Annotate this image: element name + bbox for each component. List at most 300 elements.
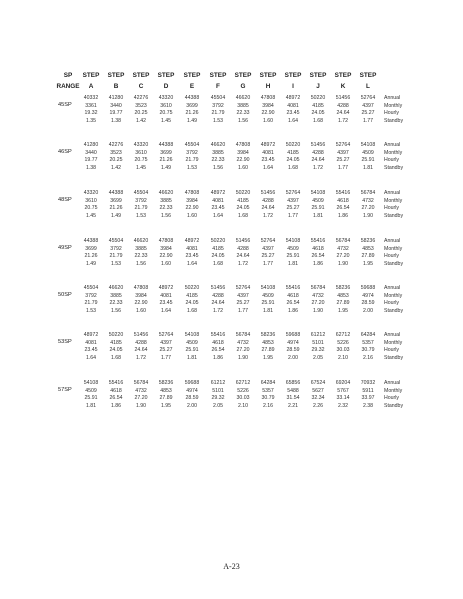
table-cell: 30.03 bbox=[236, 395, 250, 402]
table-cell: 2.32 bbox=[337, 402, 349, 409]
table-cell: 21.26 bbox=[109, 205, 123, 212]
table-cell: 54108 bbox=[260, 285, 276, 291]
table-cell: 1.49 bbox=[85, 260, 97, 267]
table-cell: 1.95 bbox=[160, 402, 172, 409]
table-cell: 4853 bbox=[160, 387, 172, 394]
table-cell: 25.27 bbox=[159, 347, 173, 354]
table-cell: 1.60 bbox=[160, 260, 172, 267]
table-cell: 26.54 bbox=[286, 300, 300, 307]
table-cell: 27.89 bbox=[361, 253, 375, 260]
table-cell: 59688 bbox=[184, 380, 200, 386]
table-cell: 4397 bbox=[337, 149, 349, 156]
table-cell: 3792 bbox=[110, 245, 122, 252]
table-cell: 3792 bbox=[212, 102, 224, 109]
table-cell: 3699 bbox=[160, 149, 172, 156]
table-cell: 4732 bbox=[337, 245, 349, 252]
table-cell: 21.26 bbox=[159, 157, 173, 164]
table-cell: 4974 bbox=[186, 387, 198, 394]
table-cell: 5226 bbox=[237, 387, 249, 394]
table-cell: 4397 bbox=[237, 292, 249, 299]
table-cell: 23.45 bbox=[185, 253, 199, 260]
table-cell: 55416 bbox=[310, 238, 326, 244]
header-step-letter: H bbox=[265, 83, 271, 90]
table-cell: 30.03 bbox=[336, 347, 350, 354]
table-cell: 58236 bbox=[260, 332, 276, 338]
table-cell: 1.68 bbox=[212, 260, 224, 267]
table-cell: 54108 bbox=[285, 238, 301, 244]
table-cell: 4853 bbox=[262, 339, 274, 346]
header-step-letter: A bbox=[88, 83, 94, 90]
table-cell: 24.64 bbox=[311, 157, 325, 164]
header-step: STEP bbox=[259, 72, 277, 79]
row-type-label: Hourly bbox=[384, 253, 399, 260]
table-cell: 25.91 bbox=[361, 157, 375, 164]
table-cell: 5488 bbox=[287, 387, 299, 394]
table-cell: 25.27 bbox=[361, 110, 375, 117]
header-step-letter: L bbox=[366, 83, 370, 90]
table-cell: 29.32 bbox=[211, 395, 225, 402]
table-cell: 4509 bbox=[262, 292, 274, 299]
table-cell: 58236 bbox=[158, 380, 174, 386]
row-type-label: Standby bbox=[384, 354, 404, 361]
row-type-label: Monthly bbox=[384, 339, 403, 346]
table-cell: 4853 bbox=[337, 292, 349, 299]
table-cell: 61212 bbox=[210, 380, 226, 386]
table-cell: 27.89 bbox=[159, 395, 173, 402]
table-cell: 58236 bbox=[335, 285, 351, 291]
table-cell: 70932 bbox=[360, 380, 376, 386]
table-cell: 27.20 bbox=[311, 300, 325, 307]
table-cell: 44388 bbox=[158, 142, 174, 148]
row-type-label: Hourly bbox=[384, 205, 399, 212]
table-cell: 5226 bbox=[337, 339, 349, 346]
table-cell: 51456 bbox=[210, 285, 226, 291]
table-cell: 22.33 bbox=[211, 157, 225, 164]
table-cell: 1.72 bbox=[312, 164, 324, 171]
table-cell: 4081 bbox=[287, 102, 299, 109]
table-cell: 56784 bbox=[335, 238, 351, 244]
table-cell: 26.54 bbox=[109, 395, 123, 402]
row-type-label: Monthly bbox=[384, 292, 403, 299]
table-cell: 23.45 bbox=[84, 347, 98, 354]
table-cell: 4732 bbox=[237, 339, 249, 346]
table-cell: 5101 bbox=[312, 339, 324, 346]
table-cell: 4509 bbox=[85, 387, 97, 394]
sp-range-label: 49SP bbox=[58, 245, 72, 252]
table-cell: 2.21 bbox=[287, 402, 299, 409]
table-cell: 4509 bbox=[362, 149, 374, 156]
table-cell: 20.75 bbox=[134, 157, 148, 164]
header-step: STEP bbox=[334, 72, 352, 79]
table-cell: 20.75 bbox=[84, 205, 98, 212]
table-cell: 1.60 bbox=[186, 212, 198, 219]
table-cell: 45504 bbox=[83, 285, 99, 291]
table-cell: 21.79 bbox=[84, 300, 98, 307]
table-cell: 47808 bbox=[158, 238, 174, 244]
table-cell: 5357 bbox=[262, 387, 274, 394]
table-cell: 50220 bbox=[310, 95, 326, 101]
table-cell: 1.86 bbox=[110, 402, 122, 409]
table-cell: 5627 bbox=[312, 387, 324, 394]
table-cell: 50220 bbox=[285, 142, 301, 148]
table-cell: 54108 bbox=[83, 380, 99, 386]
table-cell: 24.64 bbox=[261, 205, 275, 212]
table-cell: 1.86 bbox=[337, 212, 349, 219]
table-cell: 56784 bbox=[235, 332, 251, 338]
table-cell: 1.77 bbox=[237, 307, 249, 314]
table-cell: 55416 bbox=[335, 190, 351, 196]
table-cell: 1.77 bbox=[337, 164, 349, 171]
table-cell: 24.05 bbox=[236, 205, 250, 212]
table-cell: 1.72 bbox=[337, 117, 349, 124]
table-cell: 51456 bbox=[335, 95, 351, 101]
header-step: STEP bbox=[82, 72, 100, 79]
row-type-label: Hourly bbox=[384, 110, 399, 117]
row-type-label: Standby bbox=[384, 117, 404, 124]
table-cell: 5101 bbox=[212, 387, 224, 394]
table-cell: 22.90 bbox=[185, 205, 199, 212]
table-cell: 4732 bbox=[312, 292, 324, 299]
table-cell: 20.25 bbox=[109, 157, 123, 164]
table-cell: 30.79 bbox=[261, 395, 275, 402]
table-cell: 1.77 bbox=[160, 354, 172, 361]
row-type-label: Standby bbox=[384, 212, 404, 219]
table-cell: 52764 bbox=[335, 142, 351, 148]
table-cell: 1.49 bbox=[110, 212, 122, 219]
table-cell: 51456 bbox=[260, 190, 276, 196]
table-cell: 25.27 bbox=[286, 205, 300, 212]
table-cell: 21.79 bbox=[211, 110, 225, 117]
table-cell: 52764 bbox=[285, 190, 301, 196]
row-type-label: Hourly bbox=[384, 300, 399, 307]
table-cell: 1.72 bbox=[237, 260, 249, 267]
table-cell: 4853 bbox=[362, 245, 374, 252]
table-cell: 26.54 bbox=[336, 205, 350, 212]
table-cell: 3984 bbox=[135, 292, 147, 299]
table-cell: 4618 bbox=[312, 245, 324, 252]
table-cell: 22.33 bbox=[236, 110, 250, 117]
header-step: STEP bbox=[209, 72, 227, 79]
row-type-label: Annual bbox=[384, 190, 401, 196]
table-cell: 1.90 bbox=[362, 212, 374, 219]
row-type-label: Monthly bbox=[384, 245, 403, 252]
row-type-label: Monthly bbox=[384, 197, 403, 204]
table-cell: 69204 bbox=[335, 380, 351, 386]
row-type-label: Monthly bbox=[384, 149, 403, 156]
table-cell: 1.64 bbox=[212, 212, 224, 219]
table-cell: 22.33 bbox=[109, 300, 123, 307]
header-step-letter: C bbox=[138, 83, 144, 90]
table-cell: 5911 bbox=[362, 387, 374, 394]
header-step: STEP bbox=[132, 72, 150, 79]
table-cell: 1.56 bbox=[135, 260, 147, 267]
table-cell: 24.64 bbox=[236, 253, 250, 260]
row-type-label: Annual bbox=[384, 95, 401, 101]
table-cell: 1.64 bbox=[287, 117, 299, 124]
table-cell: 1.68 bbox=[110, 354, 122, 361]
table-cell: 2.05 bbox=[212, 402, 224, 409]
table-cell: 21.79 bbox=[134, 205, 148, 212]
table-cell: 2.00 bbox=[287, 354, 299, 361]
table-cell: 52764 bbox=[235, 285, 251, 291]
table-cell: 1.77 bbox=[287, 212, 299, 219]
table-cell: 61212 bbox=[310, 332, 326, 338]
table-cell: 1.95 bbox=[262, 354, 274, 361]
table-cell: 1.64 bbox=[262, 164, 274, 171]
table-cell: 3523 bbox=[110, 149, 122, 156]
table-cell: 25.27 bbox=[261, 253, 275, 260]
table-cell: 62712 bbox=[335, 332, 351, 338]
table-cell: 31.54 bbox=[286, 395, 300, 402]
table-cell: 54108 bbox=[310, 190, 326, 196]
table-cell: 4185 bbox=[237, 197, 249, 204]
table-cell: 1.35 bbox=[85, 117, 97, 124]
table-cell: 5357 bbox=[362, 339, 374, 346]
table-cell: 24.64 bbox=[336, 110, 350, 117]
table-cell: 3699 bbox=[110, 197, 122, 204]
table-cell: 22.33 bbox=[134, 253, 148, 260]
table-cell: 24.05 bbox=[211, 253, 225, 260]
table-cell: 23.45 bbox=[261, 157, 275, 164]
table-cell: 1.95 bbox=[362, 260, 374, 267]
table-cell: 1.90 bbox=[312, 307, 324, 314]
table-cell: 27.20 bbox=[236, 347, 250, 354]
table-cell: 22.90 bbox=[134, 300, 148, 307]
table-cell: 3610 bbox=[160, 102, 172, 109]
table-cell: 55416 bbox=[108, 380, 124, 386]
page-number: A-23 bbox=[223, 562, 240, 571]
table-cell: 1.42 bbox=[135, 117, 147, 124]
table-cell: 3610 bbox=[135, 149, 147, 156]
header-step: STEP bbox=[234, 72, 252, 79]
table-cell: 1.49 bbox=[160, 164, 172, 171]
table-cell: 4288 bbox=[312, 149, 324, 156]
table-cell: 1.45 bbox=[135, 164, 147, 171]
table-cell: 47808 bbox=[235, 142, 251, 148]
table-cell: 1.53 bbox=[212, 117, 224, 124]
row-type-label: Hourly bbox=[384, 347, 399, 354]
table-cell: 2.16 bbox=[362, 354, 374, 361]
table-cell: 2.16 bbox=[262, 402, 274, 409]
table-cell: 26.54 bbox=[311, 253, 325, 260]
table-cell: 1.86 bbox=[212, 354, 224, 361]
table-cell: 50220 bbox=[108, 332, 124, 338]
table-cell: 56784 bbox=[133, 380, 149, 386]
table-cell: 3610 bbox=[85, 197, 97, 204]
table-cell: 3792 bbox=[186, 149, 198, 156]
table-cell: 4618 bbox=[287, 292, 299, 299]
table-cell: 19.77 bbox=[84, 157, 98, 164]
table-cell: 52764 bbox=[360, 95, 376, 101]
table-cell: 4081 bbox=[212, 197, 224, 204]
table-cell: 4974 bbox=[362, 292, 374, 299]
table-cell: 25.91 bbox=[84, 395, 98, 402]
table-cell: 41280 bbox=[108, 95, 124, 101]
table-cell: 1.81 bbox=[186, 354, 198, 361]
table-cell: 1.81 bbox=[85, 402, 97, 409]
table-cell: 50220 bbox=[235, 190, 251, 196]
table-cell: 59688 bbox=[360, 285, 376, 291]
table-cell: 62712 bbox=[235, 380, 251, 386]
table-cell: 22.90 bbox=[261, 110, 275, 117]
header-range: RANGE bbox=[56, 83, 80, 90]
table-cell: 3699 bbox=[85, 245, 97, 252]
table-cell: 1.42 bbox=[110, 164, 122, 171]
table-cell: 21.79 bbox=[109, 253, 123, 260]
table-cell: 23.45 bbox=[159, 300, 173, 307]
table-cell: 25.91 bbox=[261, 300, 275, 307]
table-cell: 50220 bbox=[184, 285, 200, 291]
table-cell: 1.53 bbox=[186, 164, 198, 171]
row-type-label: Standby bbox=[384, 307, 404, 314]
table-cell: 33.14 bbox=[336, 395, 350, 402]
table-cell: 1.56 bbox=[212, 164, 224, 171]
sp-range-label: 53SP bbox=[58, 339, 72, 346]
sp-range-label: 50SP bbox=[58, 292, 72, 299]
table-cell: 2.00 bbox=[186, 402, 198, 409]
header-step: STEP bbox=[359, 72, 377, 79]
table-cell: 1.81 bbox=[262, 307, 274, 314]
table-cell: 4974 bbox=[287, 339, 299, 346]
table-cell: 51456 bbox=[235, 238, 251, 244]
table-cell: 25.91 bbox=[286, 253, 300, 260]
table-cell: 24.05 bbox=[185, 300, 199, 307]
table-cell: 54108 bbox=[184, 332, 200, 338]
header-step-letter: K bbox=[340, 83, 346, 90]
table-cell: 42276 bbox=[133, 95, 149, 101]
table-cell: 48972 bbox=[83, 332, 99, 338]
table-cell: 25.91 bbox=[311, 205, 325, 212]
table-cell: 48972 bbox=[184, 238, 200, 244]
header-step: STEP bbox=[284, 72, 302, 79]
table-cell: 43320 bbox=[158, 95, 174, 101]
row-type-label: Monthly bbox=[384, 102, 403, 109]
table-cell: 4288 bbox=[135, 339, 147, 346]
table-cell: 4185 bbox=[312, 102, 324, 109]
table-cell: 1.53 bbox=[110, 260, 122, 267]
table-cell: 25.27 bbox=[336, 157, 350, 164]
table-cell: 3984 bbox=[160, 245, 172, 252]
row-type-label: Hourly bbox=[384, 395, 399, 402]
table-cell: 4288 bbox=[337, 102, 349, 109]
table-cell: 3885 bbox=[135, 245, 147, 252]
table-cell: 52764 bbox=[158, 332, 174, 338]
table-cell: 47808 bbox=[133, 285, 149, 291]
table-cell: 1.77 bbox=[362, 117, 374, 124]
table-cell: 59688 bbox=[285, 332, 301, 338]
table-cell: 43320 bbox=[133, 142, 149, 148]
table-cell: 4397 bbox=[362, 102, 374, 109]
table-cell: 3361 bbox=[85, 102, 97, 109]
row-type-label: Annual bbox=[384, 285, 401, 291]
table-cell: 2.38 bbox=[362, 402, 374, 409]
table-cell: 4081 bbox=[186, 245, 198, 252]
row-type-label: Standby bbox=[384, 402, 404, 409]
table-cell: 28.59 bbox=[361, 300, 375, 307]
table-cell: 46620 bbox=[108, 285, 124, 291]
table-cell: 1.72 bbox=[212, 307, 224, 314]
table-cell: 28.59 bbox=[286, 347, 300, 354]
table-cell: 2.00 bbox=[362, 307, 374, 314]
table-cell: 51456 bbox=[310, 142, 326, 148]
table-cell: 3885 bbox=[110, 292, 122, 299]
table-cell: 45504 bbox=[133, 190, 149, 196]
table-cell: 22.33 bbox=[159, 205, 173, 212]
table-cell: 23.45 bbox=[286, 110, 300, 117]
table-cell: 1.90 bbox=[237, 354, 249, 361]
table-cell: 58236 bbox=[360, 238, 376, 244]
table-cell: 4288 bbox=[212, 292, 224, 299]
table-cell: 1.64 bbox=[160, 307, 172, 314]
table-cell: 4081 bbox=[160, 292, 172, 299]
header-step: STEP bbox=[309, 72, 327, 79]
table-cell: 45504 bbox=[184, 142, 200, 148]
table-cell: 4509 bbox=[186, 339, 198, 346]
table-cell: 2.26 bbox=[312, 402, 324, 409]
table-cell: 1.81 bbox=[312, 212, 324, 219]
table-cell: 48972 bbox=[260, 142, 276, 148]
table-cell: 47808 bbox=[184, 190, 200, 196]
table-cell: 44388 bbox=[108, 190, 124, 196]
table-cell: 20.25 bbox=[134, 110, 148, 117]
table-cell: 4397 bbox=[262, 245, 274, 252]
table-cell: 4618 bbox=[212, 339, 224, 346]
table-cell: 3440 bbox=[85, 149, 97, 156]
table-cell: 50220 bbox=[210, 238, 226, 244]
table-cell: 4618 bbox=[337, 197, 349, 204]
table-cell: 46620 bbox=[235, 95, 251, 101]
table-cell: 1.95 bbox=[337, 307, 349, 314]
table-cell: 32.34 bbox=[311, 395, 325, 402]
header-sp: SP bbox=[63, 72, 73, 79]
table-cell: 29.32 bbox=[311, 347, 325, 354]
table-cell: 23.45 bbox=[211, 205, 225, 212]
header-step-letter: D bbox=[163, 83, 169, 90]
table-cell: 22.90 bbox=[236, 157, 250, 164]
table-cell: 67524 bbox=[310, 380, 326, 386]
table-cell: 1.60 bbox=[135, 307, 147, 314]
table-cell: 1.53 bbox=[135, 212, 147, 219]
table-cell: 3984 bbox=[262, 102, 274, 109]
table-cell: 1.86 bbox=[287, 307, 299, 314]
table-cell: 1.86 bbox=[312, 260, 324, 267]
table-cell: 4397 bbox=[287, 197, 299, 204]
table-cell: 21.26 bbox=[185, 110, 199, 117]
table-cell: 3885 bbox=[160, 197, 172, 204]
table-cell: 1.77 bbox=[262, 260, 274, 267]
table-cell: 19.77 bbox=[109, 110, 123, 117]
table-cell: 1.56 bbox=[110, 307, 122, 314]
row-type-label: Standby bbox=[384, 164, 404, 171]
row-type-label: Annual bbox=[384, 142, 401, 148]
header-step-letter: E bbox=[189, 83, 195, 90]
table-cell: 2.10 bbox=[237, 402, 249, 409]
table-cell: 55416 bbox=[210, 332, 226, 338]
row-type-label: Annual bbox=[384, 332, 401, 338]
table-cell: 4185 bbox=[287, 149, 299, 156]
header-step-letter: I bbox=[292, 83, 294, 90]
table-cell: 24.05 bbox=[286, 157, 300, 164]
table-cell: 1.90 bbox=[135, 402, 147, 409]
header-step-letter: B bbox=[113, 83, 119, 90]
table-cell: 21.79 bbox=[185, 157, 199, 164]
table-cell: 65856 bbox=[285, 380, 301, 386]
table-cell: 64284 bbox=[260, 380, 276, 386]
table-cell: 1.53 bbox=[85, 307, 97, 314]
table-cell: 1.38 bbox=[110, 117, 122, 124]
table-cell: 1.56 bbox=[237, 117, 249, 124]
table-cell: 27.20 bbox=[134, 395, 148, 402]
